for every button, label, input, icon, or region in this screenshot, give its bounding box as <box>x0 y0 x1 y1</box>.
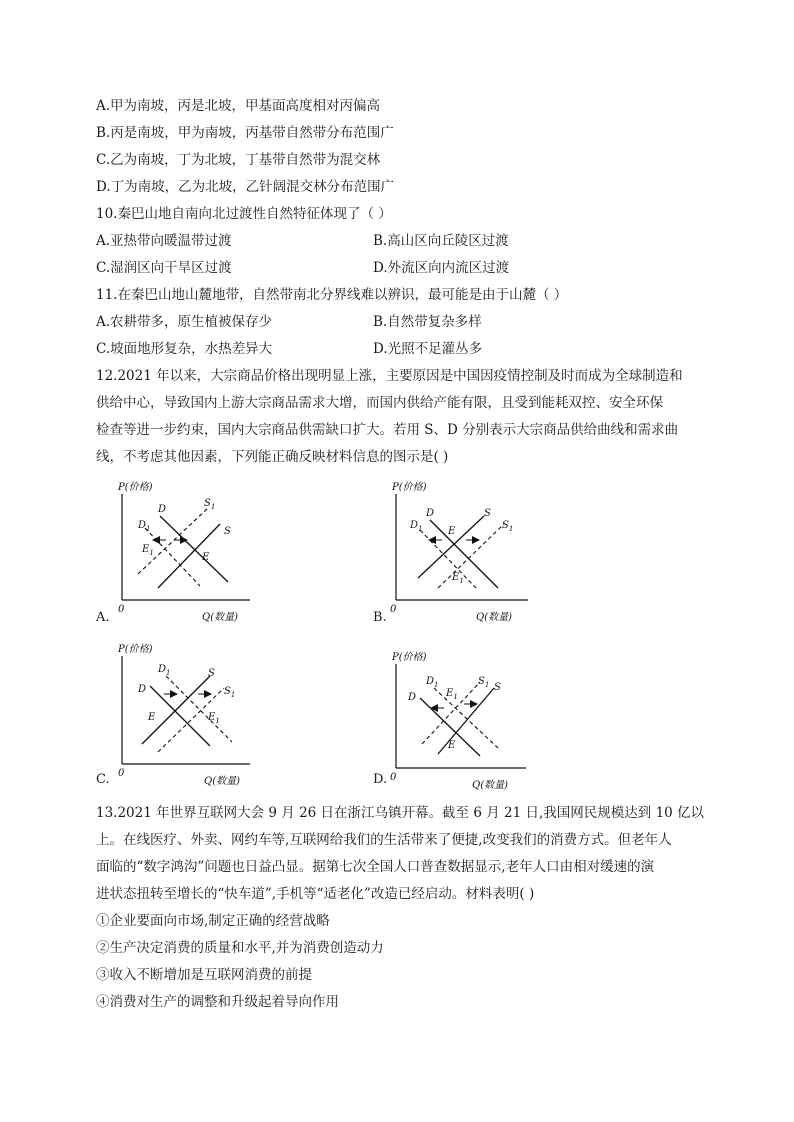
q12-stem-line-2: 供给中心，导致国内上游大宗商品需求大增，而国内供给产能有限，且受到能耗双控、安全环保 <box>96 395 663 411</box>
graph-c-label[interactable]: C. <box>96 772 110 787</box>
q13-item-2: ②生产决定消费的质量和水平,并为消费创造动力 <box>96 940 384 956</box>
graph-b-origin: 0 <box>390 604 397 615</box>
svg-text:S1: $S_1$ <box>224 686 236 699</box>
svg-text:S: S <box>494 682 501 693</box>
graph-b-label[interactable]: B. <box>373 610 387 625</box>
svg-text:E1: $E_1$ <box>446 688 458 701</box>
svg-text:S1: $S_1$ <box>478 676 490 689</box>
svg-text:D1: $D_1$ <box>138 520 151 533</box>
q11-option-a[interactable]: A.农耕带多，原生植被保存少 <box>96 314 273 330</box>
q11-option-d[interactable]: D.光照不足灌丛多 <box>373 341 483 357</box>
svg-text:S1: $S_1$ <box>502 520 514 533</box>
svg-text:S: S <box>484 508 491 519</box>
svg-text:D1: $D_1$ <box>410 520 423 533</box>
graph-a-label[interactable]: A. <box>96 610 110 625</box>
graph-b-p-label: P(价格) <box>392 482 427 493</box>
svg-text:D: D <box>158 504 167 515</box>
svg-text:S: S <box>224 526 231 537</box>
q13-item-1: ①企业要面向市场,制定正确的经营战略 <box>96 913 330 929</box>
graph-b <box>380 478 550 632</box>
svg-text:D: D <box>426 508 435 519</box>
graph-b-q-label: Q(数量) <box>476 612 513 623</box>
svg-text:D1: $D_1$ <box>426 676 439 689</box>
svg-text:E: E <box>202 552 210 563</box>
graph-c-p-label: P(价格) <box>118 644 153 655</box>
graph-d-q-label: Q(数量) <box>472 780 509 791</box>
q13-stem-line-3: 面临的“数字鸿沟”问题也日益凸显。据第七次全国人口普查数据显示,老年人口由相对缓速的演 <box>96 859 655 875</box>
graph-c-origin: 0 <box>118 768 125 779</box>
graph-a-origin: 0 <box>118 604 125 615</box>
graph-c-q-label: Q(数量) <box>204 776 241 787</box>
graph-d-origin: 0 <box>390 772 397 783</box>
svg-text:D: D <box>138 684 147 695</box>
q10-option-d[interactable]: D.外流区向内流区过渡 <box>373 260 510 276</box>
q10-option-c[interactable]: C.湿润区向干旱区过渡 <box>96 260 232 276</box>
graph-d-label[interactable]: D. <box>373 772 388 787</box>
q10-option-b[interactable]: B.高山区向丘陵区过渡 <box>373 233 509 249</box>
q9-option-a[interactable]: A.甲为南坡，丙是北坡，甲基面高度相对丙偏高 <box>96 98 381 114</box>
svg-text:D1: $D_1$ <box>158 664 171 677</box>
q13-stem-line-2: 上。在线医疗、外卖、网约车等,互联网给我们的生活带来了便捷,改变我们的消费方式。但老年人 <box>96 832 672 848</box>
svg-text:D: D <box>408 692 417 703</box>
q12-stem-line-3: 检查等进一步约束，国内大宗商品供需缺口扩大。若用 S、D 分别表示大宗商品供给曲线和需求曲 <box>96 422 679 438</box>
q10-option-a[interactable]: A.亚热带向暖温带过渡 <box>96 233 232 249</box>
svg-text:E: E <box>148 712 156 723</box>
q12-stem-line-1: 12.2021 年以来，大宗商品价格出现明显上涨，主要原因是中国因疫情控制及时而成为全球制造和 <box>96 368 683 384</box>
q10-stem: 10.秦巴山地自南向北过渡性自然特征体现了（ ） <box>96 206 392 222</box>
svg-text:S: S <box>208 668 215 679</box>
graph-a-q-label: Q(数量) <box>202 612 239 623</box>
svg-text:E1: $E_1$ <box>142 544 154 557</box>
svg-text:E: E <box>448 526 456 537</box>
graph-d <box>378 648 548 802</box>
q9-option-c[interactable]: C.乙为南坡，丁为北坡，丁基带自然带为混交林 <box>96 152 381 168</box>
graph-d-p-label: P(价格) <box>392 652 427 663</box>
svg-text:S1: $S_1$ <box>204 498 216 511</box>
q13-item-4: ④消费对生产的调整和升级起着导向作用 <box>96 994 339 1010</box>
q12-stem-line-4: 线，不考虑其他因素，下列能正确反映材料信息的图示是( ) <box>96 449 449 465</box>
q11-option-b[interactable]: B.自然带复杂多样 <box>373 314 482 330</box>
q13-item-3: ③收入不断增加是互联网消费的前提 <box>96 967 312 983</box>
q11-stem: 11.在秦巴山地山麓地带，自然带南北分界线难以辨识，最可能是由于山麓（ ） <box>96 287 568 303</box>
q11-option-c[interactable]: C.坡面地形复杂，水热差异大 <box>96 341 273 357</box>
q9-option-b[interactable]: B.丙是南坡，甲为南坡，丙基带自然带分布范围广 <box>96 125 394 141</box>
graph-a-p-label: P(价格) <box>118 482 153 493</box>
q13-stem-line-1: 13.2021 年世界互联网大会 9 月 26 日在浙江乌镇开幕。截至 6 月 21 日,我国网民规模达到 10 亿以 <box>96 805 705 821</box>
graph-c <box>100 640 270 794</box>
q13-stem-line-4: 进状态扭转至增长的“快车道”,手机等“适老化”改造已经启动。材料表明( ) <box>96 886 535 902</box>
q9-option-d[interactable]: D.丁为南坡，乙为北坡，乙针阔混交林分布范围广 <box>96 179 395 195</box>
svg-text:E1: $E_1$ <box>208 712 220 725</box>
svg-text:E: E <box>448 740 456 751</box>
graph-a <box>100 478 270 632</box>
svg-text:E1: $E_1$ <box>452 572 464 585</box>
